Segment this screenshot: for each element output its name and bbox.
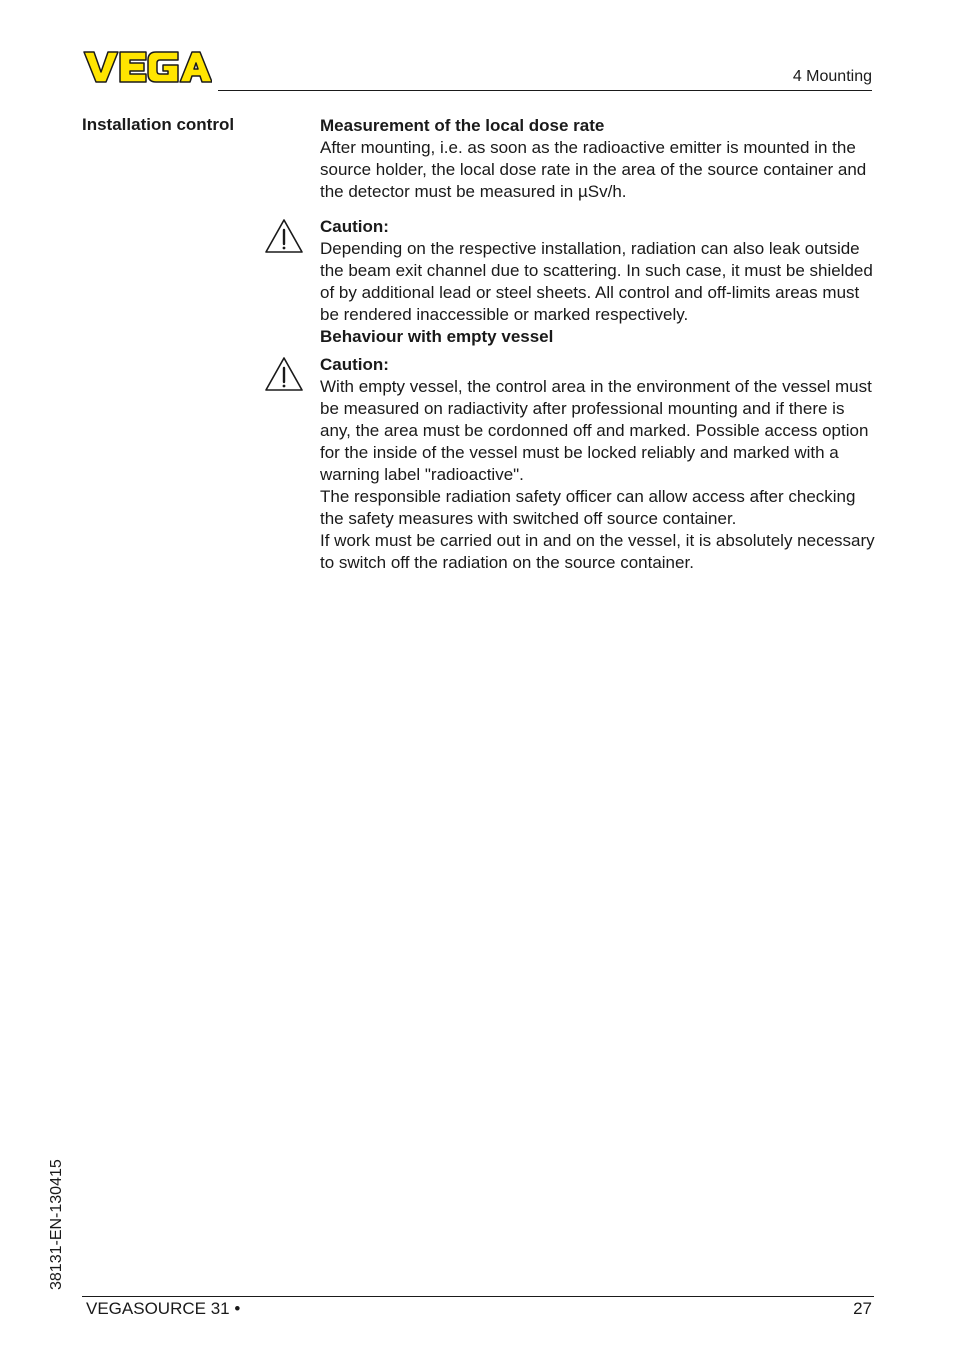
paragraph: The responsible radiation safety officer can allow access after checking the safety measures with switched off source container. (320, 487, 856, 528)
caution-block (320, 354, 876, 486)
warning-triangle-icon (264, 356, 304, 392)
section-heading: Behaviour with empty vessel (320, 327, 554, 346)
caution-text: Depending on the respective installation, radiation can also leak outside the beam exit channel due to scattering. In such case, it must be shielded of by additional lead or steel sheets. All control and off-limits areas must be rendered inaccessible or marked respectively. (320, 239, 873, 324)
document-id: 38131-EN-130415 (48, 1159, 65, 1290)
side-label: Installation control (82, 115, 235, 134)
caution-label: Caution: (320, 355, 389, 374)
page-number: 27 (853, 1299, 872, 1318)
chapter-title: 4 Mounting (792, 68, 872, 85)
warning-triangle-icon (264, 218, 304, 254)
caution-label: Caution: (320, 217, 389, 236)
vega-logo (82, 50, 212, 84)
section-heading: Measurement of the local dose rate (320, 116, 605, 135)
footer-rule (82, 1296, 874, 1297)
footer-product: VEGASOURCE 31 • (86, 1299, 241, 1318)
main-content (320, 115, 876, 574)
paragraph: If work must be carried out in and on the vessel, it is absolutely necessary to switch off the radiation on the source container. (320, 531, 875, 572)
paragraph: After mounting, i.e. as soon as the radioactive emitter is mounted in the source holder, the local dose rate in the area of the source container and the detector must be measured in µSv/h. (320, 138, 867, 201)
caution-block (320, 216, 876, 326)
caution-text: With empty vessel, the control area in the environment of the vessel must be measured on radiactivity after professional mounting and if there is any, the area must be cordonned off and marked. Possible access option for the inside of the vessel must be locked reliably and marked with a warning label "radioactive". (320, 377, 872, 484)
header-rule (218, 90, 872, 91)
